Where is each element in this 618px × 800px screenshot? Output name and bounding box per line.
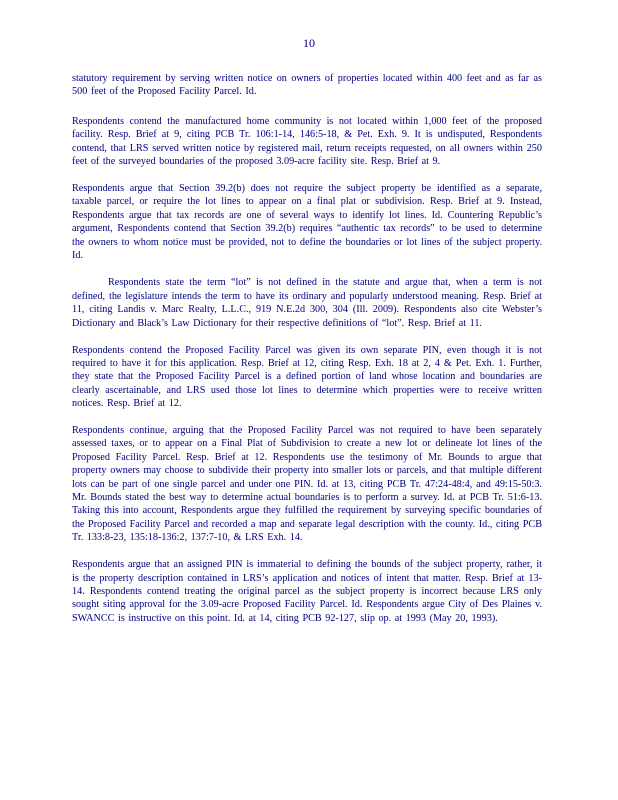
paragraph-assessed-taxes: Respondents continue, arguing that the Proposed Facility Parcel was not required to have been separately assessed taxes, or to appear on a Final Plat of Subdivision to create a new lot or delineate lot lines of the Proposed Facility Parcel. Resp. Brief at 12. Respondents use the testimony of Mr. Bounds to argue that property owners may choose to subdivide their property into smaller lots or parcels, and that multiple different lots can be part of one single parcel and under one PIN. Id. at 13, citing PCB Tr. 47:24-48:4, and 49:15-50:3. Mr. Bounds stated the best way to determine actual boundaries is to perform a survey. Id. at PCB Tr. 51:6-13. Taking this into account, Respondents argue they fulfilled the requirement by surveying specific boundaries of the Proposed Facility Parcel and recorded a map and separate legal description with the county. Id., citing PCB Tr. 133:8-23, 135:18-136:2, 137:7-10, & LRS Exh. 14. — [72, 425, 542, 544]
paragraph-manufactured-home: Respondents contend the manufactured home community is not located within 1,000 feet of the proposed facility. Resp. Brief at 9, citing PCB Tr. 106:1-14, 146:5-18, & Pet. Exh. 9. It is undisputed, Respondents contend, that LRS served written notice by registered mail, return receipts requested, on all owners within 250 feet of the surveyed boundaries of the proposed 3.09-acre facility site. Resp. Brief at 9. — [72, 115, 542, 168]
paragraph-lot-definition: Respondents state the term “lot” is not defined in the statute and argue that, when a term is not defined, the legislature intends the term to have its ordinary and popularly understood meaning. Resp. Brief at 11, citing Landis v. Marc Realty, L.L.C., 919 N.E.2d 300, 304 (Ill. 2009). Respondents also cite Webster’s Dictionary and Black’s Law Dictionary for their respective definitions of “lot”. Resp. Brief at 11. — [72, 277, 542, 329]
page-number: 10 — [303, 36, 315, 50]
paragraph-separate-pin: Respondents contend the Proposed Facility Parcel was given its own separate PIN, even though it is not required to have it for this application. Resp. Brief at 12, citing Resp. Exh. 18 at 2, 4 & Pet. Exh. 1. Further, they state that the Proposed Facility Parcel is a defined portion of land whose location and boundaries are clearly ascertainable, and LRS used those lot lines to determine which properties were to receive written notices. Resp. Brief at 12. — [72, 344, 542, 410]
document-body — [72, 72, 542, 639]
paragraph-section-39-2b: Respondents argue that Section 39.2(b) does not require the subject property be identified as a separate, taxable parcel, or require the lot lines to appear on a final plat or subdivision. Resp. Brief at 9. Instead, Respondents argue that tax records are one of several ways to identify lot lines. Id. Countering Republic’s argument, Respondents contend that Section 39.2(b) requires “authentic tax records” to be used to determine the owners to whom notice must be provided, not to define the boundaries or lot lines of the subject property. Id. — [72, 182, 542, 261]
paragraph-statutory-requirement: statutory requirement by serving written notice on owners of properties located within 400 feet and as far as 500 feet of the Proposed Facility Parcel. Id. — [72, 73, 542, 98]
paragraph-assigned-pin: Respondents argue that an assigned PIN is immaterial to defining the bounds of the subject property, rather, it is the property description contained in LRS’s application and notices of intent that matter. Resp. Brief at 13-14. Respondents contend treating the original parcel as the subject property is incorrect because LRS only sought siting approval for the 3.09-acre Proposed Facility Parcel. Id. Respondents argue City of Des Plaines v. SWANCC is instructive on this point. Id. at 14, citing PCB 92-127, slip op. at 1993 (May 20, 1993). — [72, 559, 542, 624]
